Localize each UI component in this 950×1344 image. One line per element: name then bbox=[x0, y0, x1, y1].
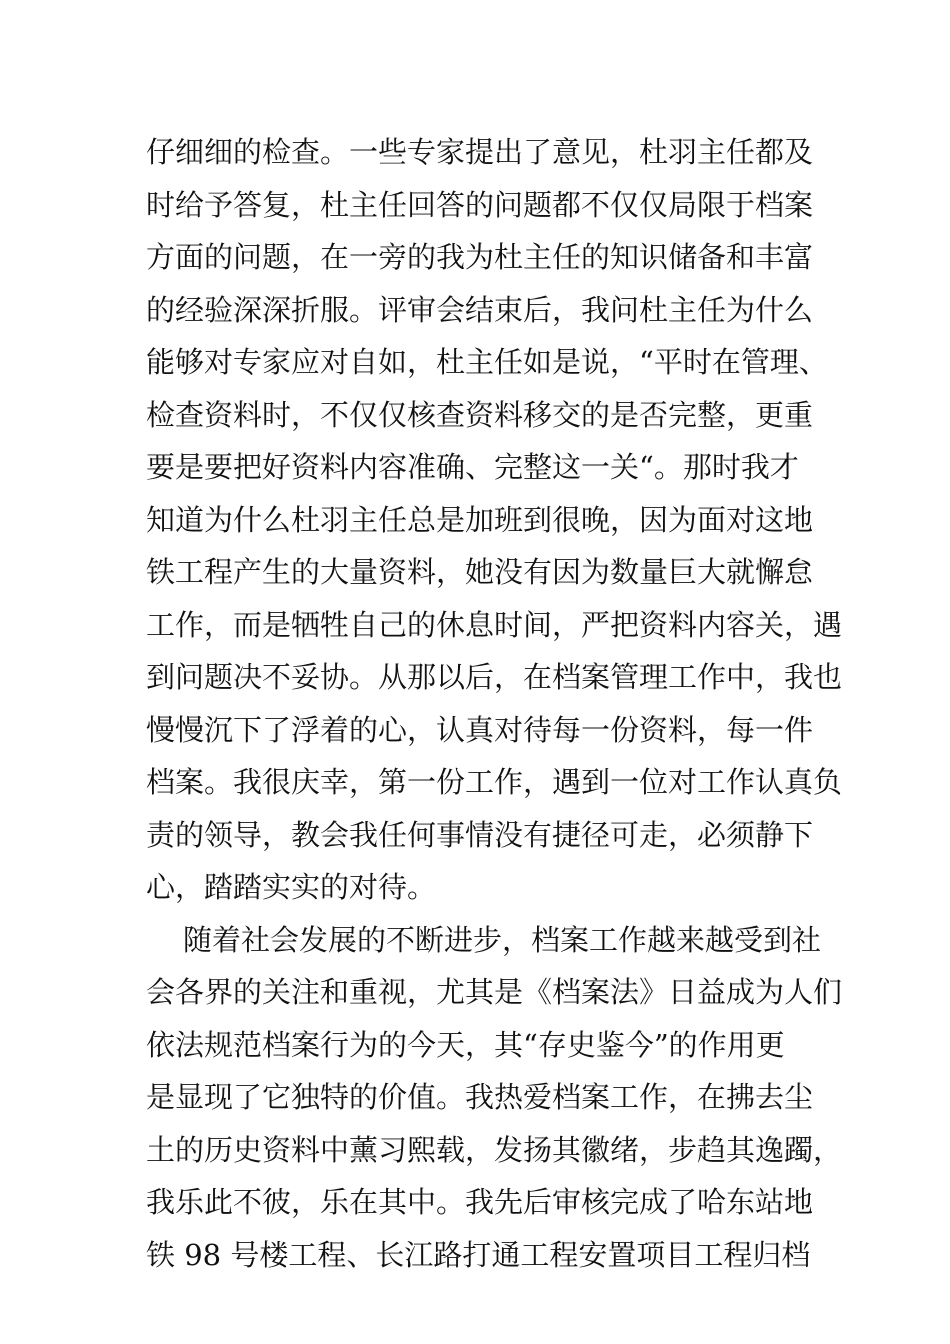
text-line: 检查资料时，不仅仅核查资料移交的是否完整，更重 bbox=[146, 397, 814, 432]
body-text bbox=[146, 126, 843, 1281]
text-line: 铁 98 号楼工程、长江路打通工程安置项目工程归档 bbox=[146, 1237, 811, 1272]
text-line: 铁工程产生的大量资料，她没有因为数量巨大就懈怠 bbox=[146, 555, 814, 589]
text-line: 心，踏踏实实的对待。 bbox=[146, 870, 437, 904]
text-line: 依法规范档案行为的今天，其“存史鉴今”的作用更 bbox=[146, 1027, 785, 1062]
text-line: 我乐此不彼，乐在其中。我先后审核完成了哈东站地 bbox=[146, 1185, 814, 1219]
text-line: 土的历史资料中薰习熙载，发扬其徽绪，步趋其逸躅， bbox=[146, 1132, 843, 1167]
paragraph-1 bbox=[146, 126, 843, 914]
text-line: 能够对专家应对自如，杜主任如是说，“平时在管理、 bbox=[146, 345, 828, 379]
text-line: 会各界的关注和重视，尤其是《档案法》日益成为人们 bbox=[146, 975, 843, 1009]
text-line: 慢慢沉下了浮着的心，认真对待每一份资料，每一件 bbox=[146, 712, 814, 747]
text-line: 是显现了它独特的价值。我热爱档案工作，在拂去尘 bbox=[146, 1080, 814, 1114]
paragraph-2 bbox=[146, 914, 843, 1282]
text-line: 随着社会发展的不断进步，档案工作越来越受到社 bbox=[183, 922, 822, 957]
text-line: 要是要把好资料内容准确、完整这一关“。那时我才 bbox=[146, 450, 799, 484]
text-line: 档案。我很庆幸，第一份工作，遇到一位对工作认真负 bbox=[146, 765, 843, 799]
text-line: 的经验深深折服。评审会结束后，我问杜主任为什么 bbox=[146, 292, 814, 327]
text-line: 仔细细的检查。一些专家提出了意见，杜羽主任都及 bbox=[146, 135, 814, 169]
text-line: 工作，而是牺牲自己的休息时间，严把资料内容关，遇 bbox=[146, 607, 843, 642]
text-line: 方面的问题，在一旁的我为杜主任的知识储备和丰富 bbox=[146, 240, 814, 274]
text-line: 知道为什么杜羽主任总是加班到很晚，因为面对这地 bbox=[146, 502, 814, 537]
text-line: 时给予答复，杜主任回答的问题都不仅仅局限于档案 bbox=[146, 187, 814, 222]
text-line: 责的领导，教会我任何事情没有捷径可走，必须静下 bbox=[146, 817, 814, 852]
text-line: 到问题决不妥协。从那以后，在档案管理工作中，我也 bbox=[146, 660, 843, 694]
